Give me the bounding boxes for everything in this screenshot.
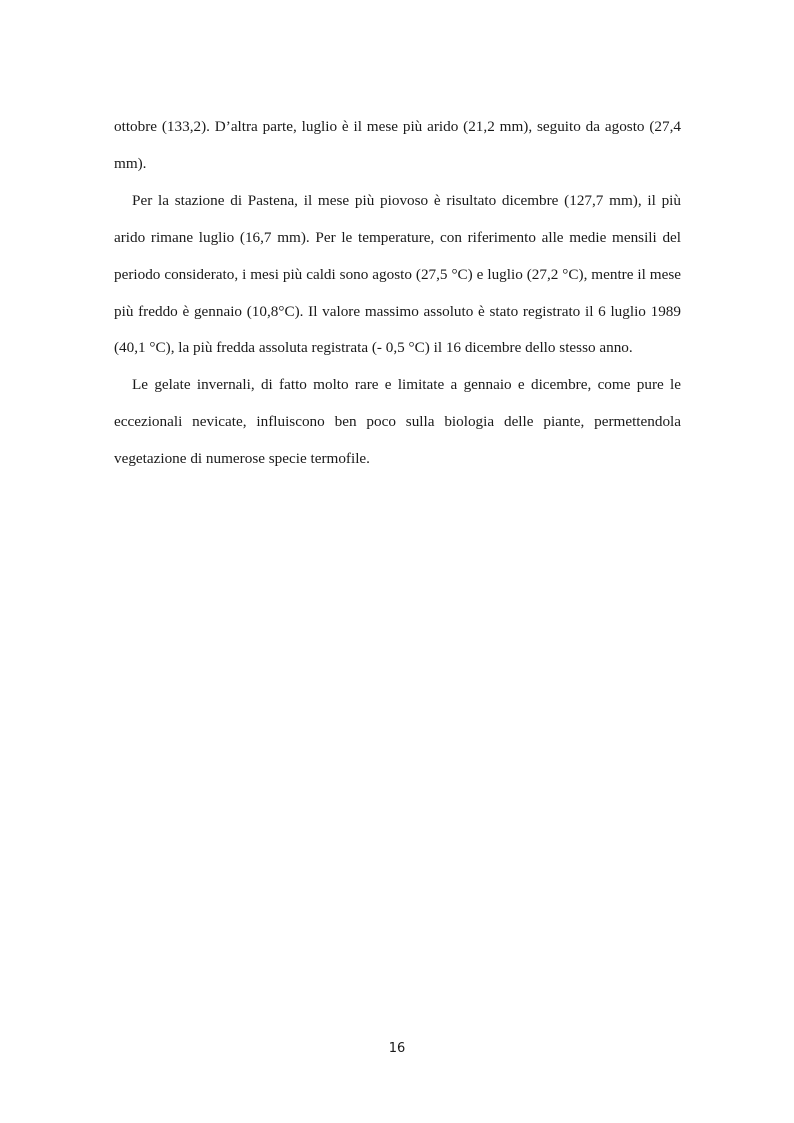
page-number: 16	[388, 1041, 406, 1056]
paragraph-pastena-station: Per la stazione di Pastena, il mese più piovoso è risultato dicembre (127,7 mm), il più arido rimane luglio (16,7 mm). Per le temperature, con riferimento alle medie mensili del periodo considerato, i mesi più caldi sono agosto (27,5 °C) e luglio (27,2 °C), mentre il mese più freddo è gennaio (10,8°C). Il valore massimo assoluto è stato registrato il 6 luglio 1989 (40,1 °C), la più fredda assoluta registrata (- 0,5 °C) il 16 dicembre dello stesso anno.	[114, 191, 681, 357]
document-body	[114, 109, 681, 478]
paragraph-continuation: ottobre (133,2). D’altra parte, luglio è il mese più arido (21,2 mm), seguito da agosto (27,4 mm).	[114, 118, 681, 172]
paragraph-winter-frosts: Le gelate invernali, di fatto molto rare e limitate a gennaio e dicembre, come pure le eccezionali nevicate, influiscono ben poco sulla biologia delle piante, permettendola vegetazione di numerose specie termofile.	[114, 376, 681, 468]
